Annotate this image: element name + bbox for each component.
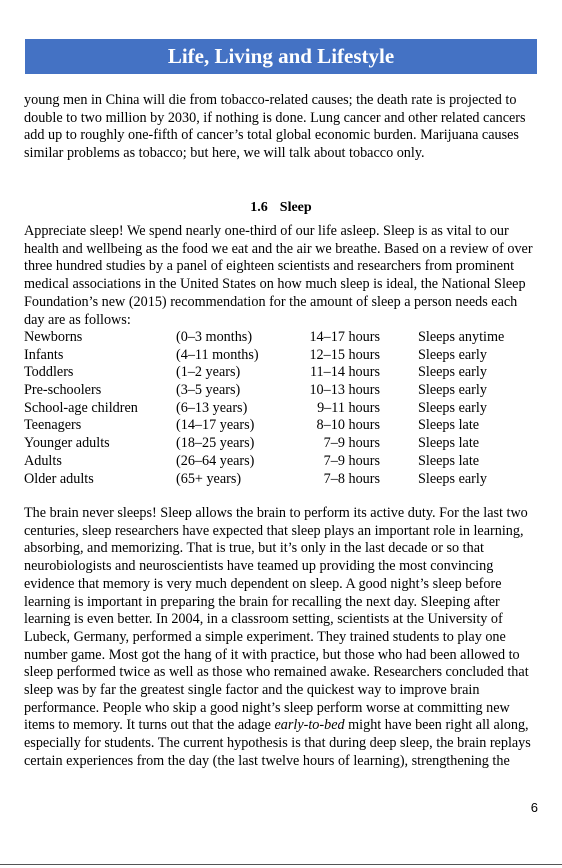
sleep-pattern: Sleeps anytime — [418, 329, 505, 345]
age-group: Infants — [24, 346, 64, 363]
table-row — [24, 364, 538, 382]
table-row — [24, 400, 538, 418]
age-range: (1–2 years) — [176, 364, 241, 381]
intro-paragraph: young men in China will die from tobacco-related causes; the death rate is projected to double to two million by 2030, if nothing is done. Lung cancer and other related cancers add up to roughly one-fifth of cancer’s total global economic burden. Marijuana causes similar problems as tobacco; but here, we will talk about tobacco only. — [24, 92, 526, 162]
age-group: Pre-schoolers — [24, 382, 102, 399]
sleep-pattern: Sleeps late — [418, 417, 480, 434]
age-range: (3–5 years) — [176, 382, 241, 399]
age-range: (26–64 years) — [176, 452, 255, 469]
section-title: Sleep — [279, 200, 312, 215]
age-range: (14–17 years) — [176, 417, 255, 434]
age-group: Older adults — [24, 470, 94, 487]
page-bottom-rule — [0, 864, 562, 865]
sleep-hours: 7–9 hours — [323, 452, 380, 469]
page-number: 6 — [530, 800, 538, 815]
sleep-recommendation-table — [24, 329, 538, 488]
age-group: Younger adults — [24, 435, 110, 452]
age-group: Adults — [24, 452, 62, 469]
age-range: (6–13 years) — [176, 399, 248, 416]
sleep-pattern: Sleeps early — [418, 399, 487, 416]
sleep-hours: 8–10 hours — [316, 417, 380, 434]
brain-sleep-paragraph — [24, 505, 538, 771]
sleep-hours: 12–15 hours — [309, 346, 380, 363]
brain-text-part1: The brain never sleeps! Sleep allows the brain to perform its active duty. For the last two centuries, sleep researchers have expected that sleep plays an important role in learning, absorbing, and memorizing. That is true, but it’s only in the last decade or so that neurobiologists and neuroscientists have teamed up providing the most convincing evidence that memory is very much dependent on sleep. A good night’s sleep before learning is important in preparing the brain for recalling the next day. Sleeping after learning is even better. In 2004, in a classroom setting, scientists at the University of Lubeck, Germany, performed a simple experiment. They trained students to play one number game. Most got the hang of it with practice, but those who had been allowed to sleep performed twice as well as those who remained awake. Researchers concluded that sleep was by far the greatest single factor and the quickest way to improve brain performance. People who skip a good night’s sleep perform worse at committing new items to memory. It turns out that the adage — [24, 505, 529, 734]
age-range: (18–25 years) — [176, 435, 255, 452]
brain-text-part2: might have been right all along, especially for students. The current hypothesis is that during deep sleep, the brain replays certain experiences from the day (the last twelve hours of learning), strengthening the — [24, 717, 531, 769]
age-range: (65+ years) — [176, 470, 242, 487]
sleep-hours: 11–14 hours — [309, 364, 380, 381]
table-row — [24, 329, 538, 347]
chapter-header-bar — [25, 39, 537, 74]
sleep-pattern: Sleeps late — [418, 435, 480, 452]
sleep-hours: 9–11 hours — [317, 399, 380, 416]
sleep-hours: 10–13 hours — [309, 382, 380, 399]
sleep-hours: 14–17 hours — [309, 329, 380, 345]
age-range: (0–3 months) — [176, 329, 253, 345]
age-group: Teenagers — [24, 417, 82, 434]
age-group: Toddlers — [24, 364, 74, 381]
sleep-hours: 7–8 hours — [323, 470, 380, 487]
table-row — [24, 453, 538, 471]
adage-italic: early-to-bed — [274, 717, 345, 734]
table-row — [24, 471, 538, 489]
sleep-hours: 7–9 hours — [323, 435, 380, 452]
sleep-pattern: Sleeps early — [418, 382, 487, 399]
age-range: (4–11 months) — [176, 346, 259, 363]
age-group: Newborns — [24, 329, 83, 345]
section-heading — [0, 199, 562, 216]
sleep-pattern: Sleeps early — [418, 470, 487, 487]
sleep-pattern: Sleeps early — [418, 364, 487, 381]
age-group: School-age children — [24, 399, 138, 416]
sleep-intro-paragraph: Appreciate sleep! We spend nearly one-third of our life asleep. Sleep is as vital to our health and wellbeing as the food we eat and the air we breathe. Based on a review of over three hundred studies by a panel of eighteen scientists and researchers from prominent medical associations in the United States on how much sleep is ideal, the National Sleep Foundation’s new (2015) recommendation for the amount of sleep a person needs each day are as follows: — [24, 223, 533, 328]
table-row — [24, 347, 538, 365]
chapter-title: Life, Living and Lifestyle — [167, 44, 395, 68]
table-row — [24, 382, 538, 400]
sleep-pattern: Sleeps early — [418, 346, 487, 363]
table-row — [24, 417, 538, 435]
section-number: 1.6 — [250, 200, 268, 215]
table-row — [24, 435, 538, 453]
sleep-pattern: Sleeps late — [418, 452, 480, 469]
